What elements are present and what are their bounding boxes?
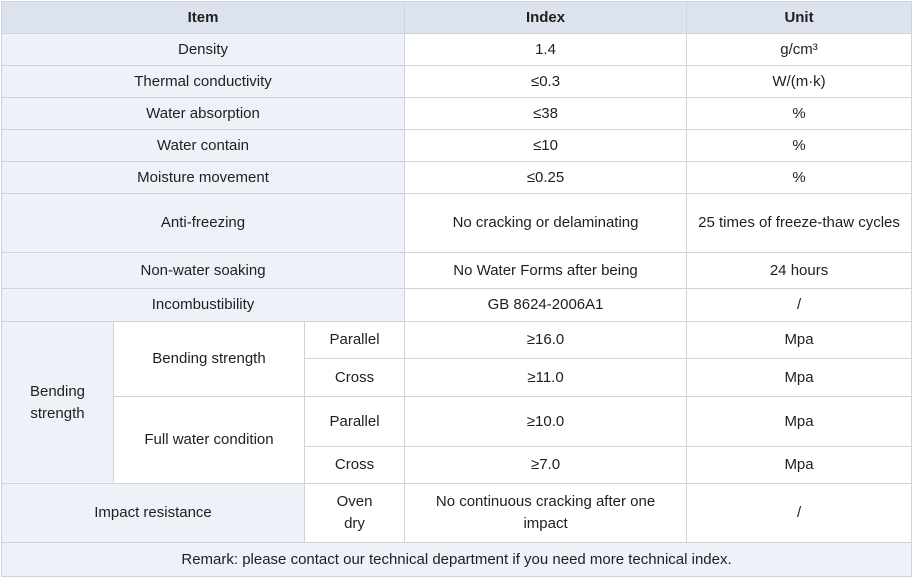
row-item: Moisture movement: [2, 162, 405, 194]
row-index: No Water Forms after being: [405, 253, 687, 289]
table-row: [2, 98, 912, 130]
row-item: Non-water soaking: [2, 253, 405, 289]
row-item: Anti-freezing: [2, 194, 405, 253]
row-index: ≤38: [405, 98, 687, 130]
table-row: [2, 253, 912, 289]
row-index: ≥11.0: [405, 359, 687, 397]
row-unit: %: [687, 98, 912, 130]
row-index: ≥7.0: [405, 447, 687, 484]
table-row: [2, 34, 912, 66]
bending-group-label: Bending strength: [2, 322, 114, 484]
row-unit: Mpa: [687, 322, 912, 359]
table-row: [2, 130, 912, 162]
row-unit: 24 hours: [687, 253, 912, 289]
table-row: [2, 397, 912, 447]
table-row: [2, 194, 912, 253]
table-row: [2, 66, 912, 98]
row-item: Water contain: [2, 130, 405, 162]
row-index: ≤0.3: [405, 66, 687, 98]
table-row: [2, 162, 912, 194]
row-index: ≤10: [405, 130, 687, 162]
row-item: Thermal conductivity: [2, 66, 405, 98]
row-index: ≥16.0: [405, 322, 687, 359]
impact-item: Impact resistance: [2, 484, 305, 543]
row-unit: Mpa: [687, 397, 912, 447]
row-item: Incombustibility: [2, 289, 405, 322]
bending-direction: Cross: [305, 447, 405, 484]
remark-row: [2, 543, 912, 577]
technical-index-table: [1, 1, 912, 577]
row-unit: g/cm³: [687, 34, 912, 66]
row-unit: %: [687, 162, 912, 194]
table-row: [2, 289, 912, 322]
row-index: 1.4: [405, 34, 687, 66]
impact-unit: /: [687, 484, 912, 543]
row-unit: Mpa: [687, 447, 912, 484]
row-unit: 25 times of freeze-thaw cycles: [687, 194, 912, 253]
row-index: GB 8624-2006A1: [405, 289, 687, 322]
bending-direction: Cross: [305, 359, 405, 397]
row-unit: Mpa: [687, 359, 912, 397]
row-index: ≤0.25: [405, 162, 687, 194]
bending-direction: Parallel: [305, 322, 405, 359]
full-water-label: Full water condition: [114, 397, 305, 484]
remark-text: Remark: please contact our technical department if you need more technical index.: [2, 543, 912, 577]
row-item: Water absorption: [2, 98, 405, 130]
impact-condition: Oven dry: [305, 484, 405, 543]
impact-index: No continuous cracking after one impact: [405, 484, 687, 543]
bending-direction: Parallel: [305, 397, 405, 447]
row-unit: /: [687, 289, 912, 322]
row-unit: %: [687, 130, 912, 162]
table-row: [2, 484, 912, 543]
row-item: Density: [2, 34, 405, 66]
bending-sub-label: Bending strength: [114, 322, 305, 397]
header-index: Index: [405, 2, 687, 34]
table-header-row: [2, 2, 912, 34]
header-item: Item: [2, 2, 405, 34]
table-row: [2, 322, 912, 359]
row-index: ≥10.0: [405, 397, 687, 447]
header-unit: Unit: [687, 2, 912, 34]
row-index: No cracking or delaminating: [405, 194, 687, 253]
row-unit: W/(m·k): [687, 66, 912, 98]
